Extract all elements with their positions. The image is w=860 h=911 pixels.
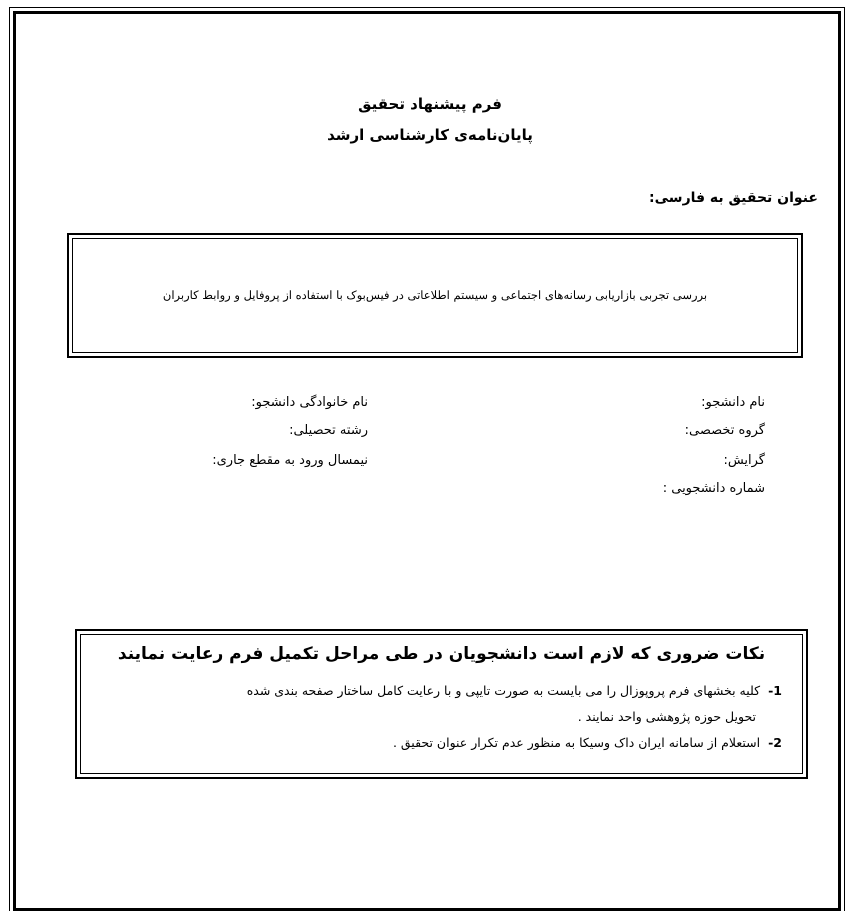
notes-heading: نکات ضروری که لازم است دانشجویان در طی مراحل تکمیل فرم رعایت نمایند — [117, 644, 766, 664]
field-of-study-field: رشته تحصیلی: — [289, 423, 368, 438]
orientation-field: گرایش: — [723, 453, 765, 468]
student-name-field: نام دانشجو: — [701, 395, 765, 410]
research-title-box — [67, 233, 803, 358]
note-item-2 — [393, 735, 782, 750]
research-title-text: بررسی تجربی بازاریابی رسانه‌های اجتماعی و سیستم اطلاعاتی در فیس‌بوک با استفاده از پروفایل و روابط کاربران — [162, 288, 708, 302]
note-item-1-continuation: تحویل حوزه پژوهشی واحد نمایند . — [577, 709, 756, 724]
form-title: فرم پیشنهاد تحقیق — [358, 95, 502, 113]
research-title-label: عنوان تحقیق به فارسی: — [649, 190, 818, 206]
note-number: 1- — [768, 683, 782, 698]
note-item-1 — [247, 683, 782, 698]
note-text: استعلام از سامانه ایران داک وسیکا به منظور عدم تکرار عنوان تحقیق . — [392, 735, 761, 750]
note-text: کلیه بخشهای فرم پروپوزال را می بایست به صورت تایپی و با رعایت کامل ساختار صفحه بندی شده — [246, 683, 761, 698]
form-subtitle: پایان‌نامه‌ی کارشناسی ارشد — [327, 126, 533, 144]
entry-semester-field: نیمسال ورود به مقطع جاری: — [212, 453, 368, 468]
note-number: 2- — [768, 735, 782, 750]
student-family-name-field: نام خانوادگی دانشجو: — [251, 395, 368, 410]
notes-box — [75, 629, 808, 779]
student-number-field: شماره دانشجویی : — [662, 481, 765, 496]
specialty-group-field: گروه تخصصی: — [684, 423, 765, 438]
